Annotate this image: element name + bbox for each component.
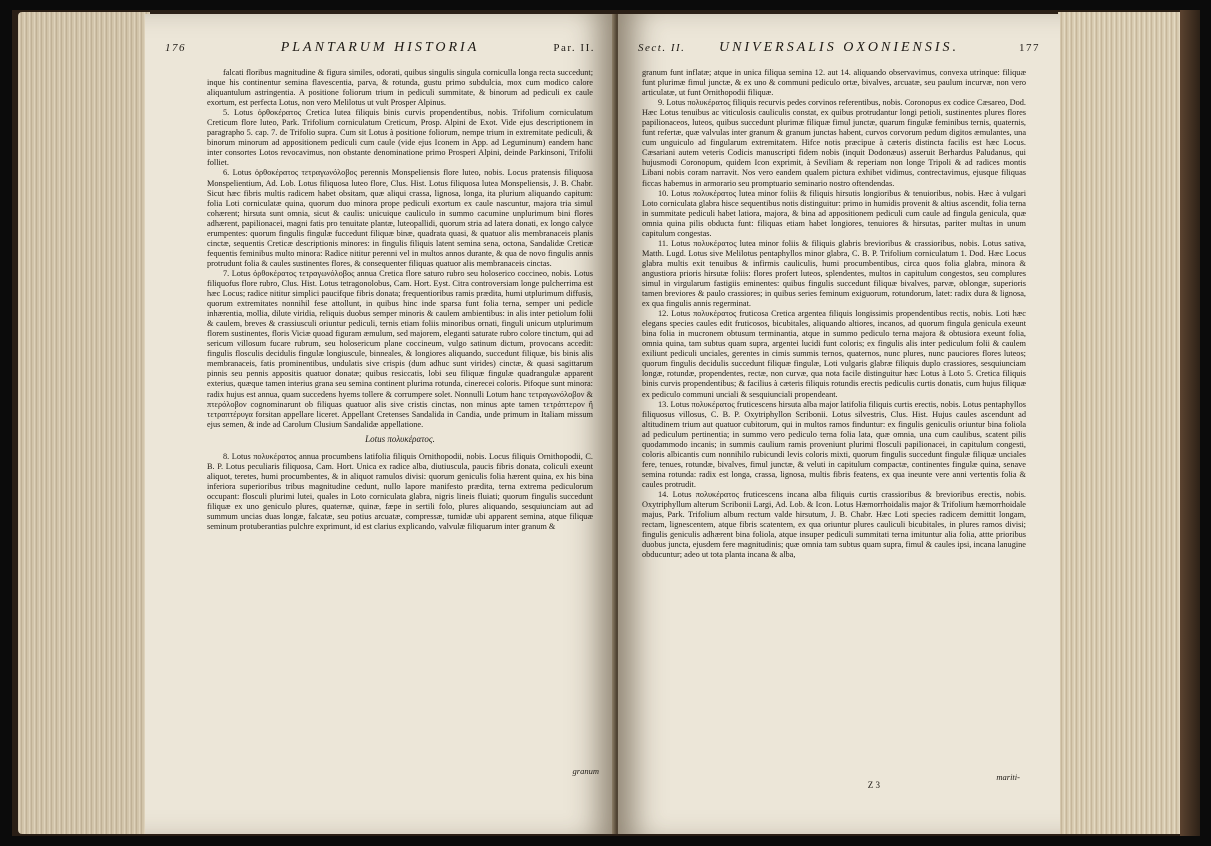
paragraph: 13. Lotus πολυκέρατος fruticescens hirsuta alba major latifolia filiquis curtis erectis, nobis. Lotus pentaphyllos filiquosus villosus, C. B. P. Oxytriphyllon Scribonii. Lotus silvestris, Clus. Hist. Hujus caules ascendunt ad altitudinem trium aut quatuor cubitorum, qui in multos ramos finduntur: ex fingulis geniculis oriuntur bina foliola ad pediculum pertinentia; in summo vero pediculo terna folia lata, quæ omnia, una cum caulibus, scatent pilis quodammodo incanis; in summis caulium ramis proveniunt plurimi flosculi papilionacei, in capitulum congesti, coloris albicantis cum nonnihilo rubicundi levis coloris mixti, quorum fingulis succedunt fingulæ filiquæ unciales fere, tenues, rotundæ, bivalves, fimul junctæ, & veluti in capitulum compactæ, continentes fingulæ quina, senave semina rotunda: radix est longa, crassa, lignosa, multis fibris featens, ex qua ineunte vere anni vertentis folia & caules protrudit. [642,399,1026,489]
paragraph: 7. Lotus ὀρθοκέρατος τετραγωνόλοβος annua Cretica flore saturo rubro seu holoserico coccineo, nobis. Lotus filiquofus flore rubro, Clus. Hist. Lotus tetragonolobus, Cam. Hort. Eyst. Citra controversiam longe pulcherrima est hæc Locus; radice nititur simplici paucifque fibris donata; frequentioribus ramis prædita, humi utplurimum diffusis, quorum extremitates nonnihil fese attollunt, in quibus hinc inde sparsa funt folia terna, semper uni pedicle inhærentia, mollia, dilute viridia, reliquis duobus semper minoris & caulem ambientibus: in alis inter petiolum folii & caulem, breves & crassiusculi oriuntur pediculi, ternis etiam foliis minoribus ornati, finguli unicum utplurimum florem sustinentes, floris Viciæ quoad figuram æmulum, sed majorem, eleganti saturate rubro colore tinctum, qui ad sericum villosum fucare rubrum, seu holosericum plane coccineum, vulgo satinum dictum, provocans accedit: fingulis flosculis decidulis fingulæ longiuscule, binneales, & longiores aliquando, succedunt filiquæ, bis binis alis membranaceis, fatis prominentibus, undulatis sive crispis (dum adhuc sunt virides) cinctæ, & quasi sagittarum pinnis seu pennis appositis quatuor donatæ; quibus resiccatis, lobi seu filiquæ fingulæ quadrangulæ apparent exterius, quæque tamen interius grana seu semina continent plurima rotunda, cinerecei coloris. Pifoque sunt minora: radix hujus est annua, quam succedens hyems tollere & corrumpere solet. Nonnulli Lotum hanc τετραγωνόλοβον & πτερόλοβον cognominarunt ob filiquas quatuor alis sive cristis cinctas, non minus apte tamen τετράπτερον ἢ τετραπτέρυγα forsitan appellare liceret. Appellant Cretenses Sandalida in Candia, unde primum in Italiam missum ejus semen, & inde ad Carolum Clusium Sandalidæ appellatione. [207,268,593,429]
paragraph: 8. Lotus πολυκέρατος annua procumbens latifolia filiquis Ornithopodii, nobis. Locus filiquis Ornithopodii, C. B. P. Lotus peculiaris filiquosa, Cam. Hort. Unica ex radice alba, diutiuscula, paucis fibris donata, coliculi exeunt aliquot, teretes, humi procumbentes, & in aliquot ramulos divisi: quorum geniculis folia hærent quina, ex his bina inferiora superioribus tribus magnitudine cedunt, nullo lapore manifesto prædita, terna extrema pediculorum occupant: flosculi plurimi lutei, quales in Loto corniculata glabra, nigris lineis fluiati; quorum fingulis succedunt filiquæ ex uno geniculo plures, quaternæ, quinæ, fæpe in sertili folo, plures aliquando, sesquiunciam aut ad summum uncias duas longæ, falcatæ, seu potius arcuatæ, compressæ, tumidæ ubi apparent semina, atque filiquæ seminum protuberantias pulchre exprimunt, id est clarius explicando, valvulæ filiquarum inter granum & [207,451,593,532]
paragraph: 5. Lotus ὀρθοκέρατος Cretica lutea filiquis binis curvis propendentibus, nobis. Trifolium corniculatum Creticum flore luteo, Park. Trifolium corniculatum Creticum, Prosp. Alpini de Exot. Vide ejus descriptionem in paragrapho 5. cap. 7. de Trifolio supra. Cum sit Lotus à positione foliorum, nempe trium in extremitate pediculi, & binorum minorum ad appositionem pediculi cum caule (vide ejus Iconem in App. ad Leguminum) eandem hanc inter consortes Lotos revocavimus, non obstante denominatione primo Prosperi Alpini, deinde Parkinsoni, Trifolii folliet. [207,108,593,168]
left-running-title: PLANTARUM HISTORIA [280,40,480,55]
paragraph: 10. Lotus πολυκέρατος lutea minor foliis & filiquis hirsutis longioribus & tenuioribus, nobis. Hæc à vulgari Loto corniculata glabra hisce sequentibus notis distinguitur: primo in humidis provenit & altius ascendit, folia terna in summitate pediculi habet latiora, majora, & bina ad appositionem pediculi cum caule ad fingula genicula, quæ omnia quina pilis obducta funt: filiquas etiam habet longiores, tenuiores & hirsutas, pariter multas in unum capitulum congestas. [642,188,1026,238]
left-running-head [165,40,595,62]
right-body-text [642,68,1026,560]
left-body-text [207,68,593,532]
right-page-block-edge [1058,12,1194,834]
paragraph: granum funt inflatæ; atque in unica filiqua semina 12. aut 14. aliquando observavimus, convexa utrinque: filiquæ funt plurimæ fimul junctæ, & ex uno & communi pediculo ortæ, bivalves, arcuatæ, seu paulum incurvæ, non vero articulatæ, ut funt Ornithopodii filiquæ. [642,68,1026,98]
right-catchword: mariti- [996,772,1020,782]
paragraph: 14. Lotus πολυκέρατος fruticescens incana alba filiquis curtis crassioribus & brevioribus erectis, nobis. Oxytriphyllum alterum Scribonii Largi, Ad. Lob. & Icon. Lotus Hæmorrhoidalis major & Trifolium hæmorrhoidale majus, Park. Trifolium album rectum valde hirsutum, J. B. Chabr. Hæc Loti species radicem demittit longam, rectam, lignescentem, atque fibris scatentem, ex qua oriuntur plures cauliculi bicubitales, in plures ramos divisi; fingulis geniculis adhærent bina foliola, atque insuper pediculi summitati terna imituntur alia folia, attte prioribus duobus juncta, ejusdem fere magnitudinis; quæ omnia tam subtus quam supra, fimul & caules ipsi, incana lanugine obducuntur; adeo ut tota planta incana & alba, [642,489,1026,560]
right-page-number: 177 [1019,42,1040,54]
right-running-head [638,40,1040,62]
right-page [618,14,1060,834]
left-page [145,14,615,834]
book-cover-edge [1180,10,1200,836]
left-page-block-edge [18,12,150,834]
paragraph: falcati floribus magnitudine & figura similes, odorati, quibus singulis singula corniculla longa recta succedunt; inque his continentur semina flavescentia, parva, & rotunda, gustu primo subdulcia, mox cum modico calore aliquantulum astringentia. A positione foliorum trium in pediculi summitate, & binorum ad pediculi ex caule exortum, est perfecta Lotus, non vero Melilotus ut vult Prosper Alpinus. [207,68,593,108]
paragraph: 9. Lotus πολυκέρατος filiquis recurvis pedes corvinos referentibus, nobis. Coronopus ex codice Cæsareo, Dod. Hæc Lotus tenuibus ac viticulosis cauliculis constat, ex quibus protrudantur longi petioli, sustinentes plures flores papilionaceos, luteos, quibus succedunt plurimæ filiquæ fimul junctæ, quarum fingulæ feminibus ternis, quaternis, funt refertæ, quæ valvulas inter granum & granum junctas habent, curvos corvorum pedum digitos æmulantes, una cum unguiculo ad fingularum extremitatem. Hifce notis præcipue à cæteris distincta facilis est hæc Locus. Cæsariani autem veteris Codicis manuscripti fidem nobis (inquit Dodonæus) asseruit Berhardus Paludanus, qui hujusmodi Coronopum, quidem Icon exprimit, à Seviliam & reperiam non longe Tripoli & ad radices montis Libani nobis coram narravit. Nos vero eandem qualem pictura exhibet vidimus, contrectavimus, ejusque filiquas ficcas habemus in armorario seu promptuario seminario nostro oftendendas. [642,98,1026,188]
paragraph: 12. Lotus πολυκέρατος fruticosa Cretica argentea filiquis longissimis propendentibus rectis, nobis. Loti hæc elegans species caules edit fruticosos, bicubitales, aliquando altiores, incanos, ad quorum fingula genicula exeunt bina folia in mucronem obtusum terminantia, atque in summo pediculo terna majora & obtusiora exeunt folia, omnia quina, tam subtus quam supra, argentei lucidi funt coloris; ex fingulis alis inter pediculum folii & caulem exiliunt pediculi unciales, gerentes in cimis summis ternos, quaternos, nunc plures, nunc pauciores flores luteos; quorum fingulis decidulis succedunt filiquæ fingulæ, Loti vulgaris glabræ filiquis duplo crassiores, sesquiunciam longæ, rotundæ, propendentes, rectæ, non curvæ, qua nota facile distinguitur hæc Lotus à Loto 5. Cretica filiquis binis curvis propendentibus; & facilius à cæteris filiquis rotundis erectis pediculis curtis donatis, cum hujus filiquæ ex pediculo communi unciali & sesquiunciali propendeant. [642,309,1026,399]
paragraph: 11. Lotus πολυκέρατος lutea minor foliis & filiquis glabris brevioribus & crassioribus, nobis. Lotus sativa, Matth. Lugd. Lotus sive Melilotus pentaphyllos minor glabra, C. B. P. Trifolium corniculatum 1. Dod. Hæc Locus glabra multis exit tenuibus & infirmis cauliculis, humi procumbentibus, circa quos folia glabra, minora & angustiora prioris hirsutæ foliis: flores profert luteos, splendentes, multos in capitulum congestos, seu complures simul in virgularum fastigiis eminentes: quibus fingulis succedunt filiquæ bivalves, parvæ, oblongæ, superioris tamen breviores & paulo crassiores; in quibus series feminum exiguorum, rotundorum, latet: radix dura & lignosa, ex qua fingulis annis regerminat. [642,238,1026,309]
right-section-label: Sect. II. [638,42,686,54]
paragraph: 6. Lotus ὀρθοκέρατος τετραγωνόλοβος perennis Monspeliensis flore luteo, nobis. Locus pratensis filiquosa Monspelientium, Ad. Lob. Lotus filiquosa luteo flore, Clus. Hist. Lotus filiquosa lutea Monspeliensis, J. B. Chabr. Sicut hæc fibris multis radicem habet obsitam, quæ aliqui crassa, lignosa, longa, ita plurium aliquando capitum: folia Loti corniculatæ quina, quorum duo minora prope pediculi exortum ex caule nascuntur, majora tria simul cohærent; hirsuta sunt omnia, sicut & caulis: unicuique cauliculo in summo cacumine unplurimum bini flores adhærent, papilionacei, magni fatis pro tenuitate plantæ, luteopallidi, quorum stria ad latera donati, ex longo calyce erumpentes: quorum fingulis fingulæ fuccedunt filiquæ binæ, quadrata quasi, & quatuor alis membranaceis planis cinctæ, sequentis Creticæ descriptionis minores: in fingulis filiquis latent semina sena, octona, Sandalidæ Creticæ fequentis feminibus multo minora: Radice nititur perenni vel in multos annos durante, & qua de novo fingulis annis protrudunt folia & caules sustinentes flores, & consequenter filiquas quatuor alis membranaceis cinctas. [207,168,593,268]
signature-mark: Z 3 [867,780,880,790]
left-part-label: Par. II. [553,42,595,54]
right-running-title: UNIVERSALIS OXONIENSIS. [718,40,960,55]
left-catchword: granum [572,766,599,776]
section-heading: Lotus πολυκέρατος. [365,433,435,444]
left-page-number: 176 [165,42,186,54]
